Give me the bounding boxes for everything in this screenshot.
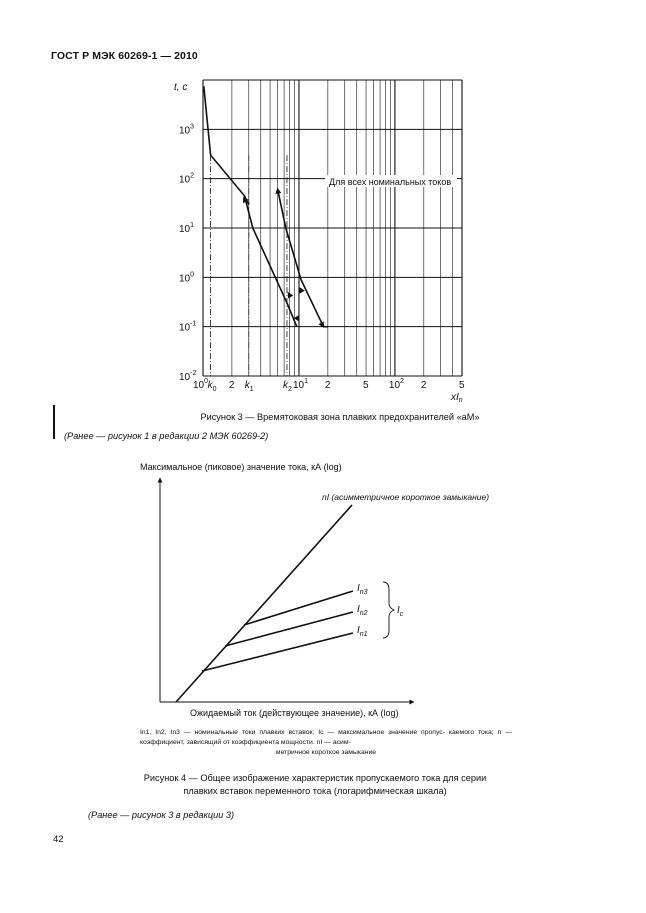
x-tick-label: 2 [228,380,235,391]
x-tick-label: 2 [324,380,331,391]
x-tick-label: $10^1$ [292,378,308,391]
x-tick-labels [193,378,465,393]
label-in2: $I_{n2}$ [357,604,368,617]
x-tick-label: 2 [420,380,427,391]
legend-line-1: In1, In2, In3 — номинальные токи плавких вставок; Ic — максимальное значение пропус- [140,729,445,736]
legend-line-3: метричное короткое замыкание [275,749,377,756]
y-axis-label: t, c [174,82,188,93]
ic-brace [383,582,394,638]
figure-4-caption-line-1: Рисунок 4 — Общее изображение характеристик пропускаемого тока для серии [143,773,487,783]
figure-3-caption: Рисунок 3 — Времятоковая зона плавких предохранителей «aM» [200,412,480,422]
y-tick-labels [179,123,196,383]
figure-4-caption-line-2: плавких вставок переменного тока (логарифмическая шкала) [183,786,447,796]
change-bar [53,405,55,439]
label-in1: $I_{n1}$ [357,625,368,638]
y-tick-label: $10^0$ [179,271,195,285]
time-current-chart [160,78,480,408]
x-tick-label: 5 [363,380,369,391]
y-tick-label: $10^{-2}$ [179,370,197,383]
x-axis-label: $xI_n$ [451,392,463,404]
chart-grid [203,80,462,376]
y-axis-label: Максимальное (пиковое) значение тока, кА (log) [140,462,342,472]
curve-arrow [285,290,293,298]
time-current-curves [204,86,328,329]
k-reference-lines [211,155,287,376]
page-number: 42 [53,834,64,845]
y-tick-label: $10^{-1}$ [179,320,197,334]
x-tick-label: $k_1$ [244,380,254,393]
x-axis-label: Ожидаемый ток (действующее значение), кА (log) [190,708,399,718]
curve-in2 [225,612,353,646]
label-ic: $I_c$ [397,605,404,618]
curve-arrow [318,321,326,329]
y-tick-label: $10^3$ [179,123,195,137]
time-current-curve [244,196,296,327]
x-tick-label: $k_2$ [282,380,292,393]
x-tick-label: 5 [459,380,465,391]
curve-in1 [202,633,353,671]
annotation-all-currents: Для всех номинальных токов [329,177,452,187]
legend-line-2: каемого тока; n — коэффициент, зависящий от коэффициента мощности. nI — асим- [140,729,512,746]
figure-3-note: (Ранее — рисунок 1 в редакции 2 МЭК 60269-2) [64,431,269,441]
line-label-ni: nI (асимметричное короткое замыкание) [322,492,490,502]
label-in3: $I_{n3}$ [357,583,368,596]
document-header: ГОСТ Р МЭК 60269-1 — 2010 [51,50,198,62]
time-current-curve [278,190,328,327]
y-tick-label: $10^2$ [179,172,195,186]
asymmetric-sc-line [176,505,352,702]
x-tick-label: $k_0$ [207,380,217,393]
figure-4-note: (Ранее — рисунок 3 в редакции 3) [88,810,235,820]
figure-4-legend [140,728,512,758]
y-tick-label: $10^1$ [179,222,195,235]
time-current-curve [204,86,249,204]
x-tick-label: $10^2$ [388,378,404,391]
figure-4-caption [130,772,500,798]
let-through-current-chart [100,458,540,720]
x-tick-label: $10^0$ [193,378,209,391]
